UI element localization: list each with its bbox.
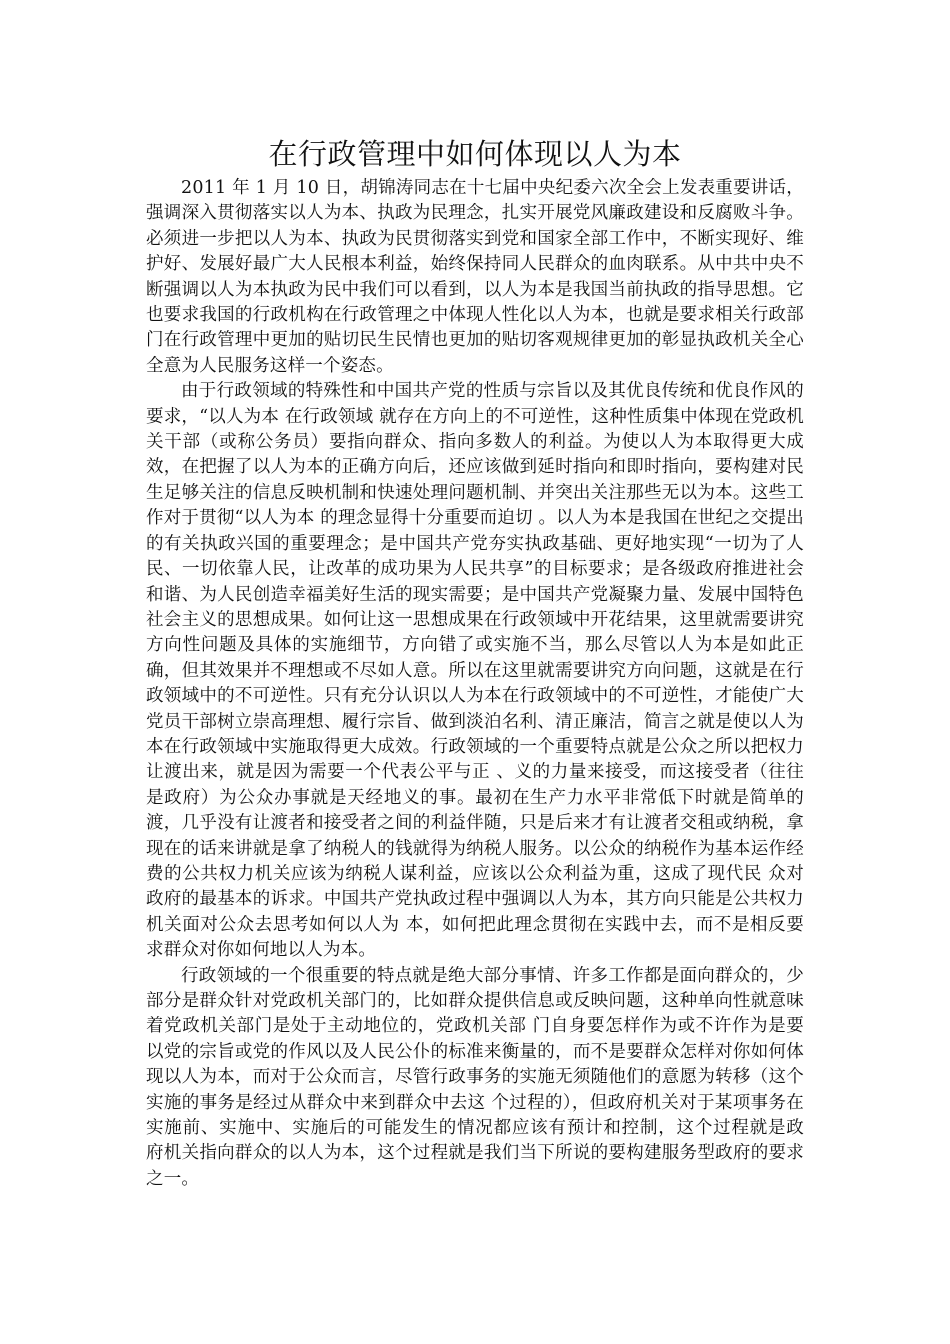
document-title: 在行政管理中如何体现以人为本 — [268, 137, 682, 171]
paragraph-2: 由于行政领域的特殊性和中国共产党的性质与宗旨以及其优良传统和优良作风的要求，“以人为本 在行政领域 就存在方向上的不可逆性，这种性质集中体现在党政机关干部（或称公务员）要指向群众、指向多数人的利益。为使以人为本取得更大成效，在把握了以人为本的正确方向后，还应该做到延时指向和即时指向，要构建对民生足够关注的信息反映机制和快速处理问题机制、并突出关注那些无以为本。这些工作对于贯彻“以人为本 的理念显得十分重要而迫切 。以人为本是我国在世纪之交提出的有关执政兴国的重要理念；是中国共产党夯实执政基础、更好地实现“一切为了人民、一切依靠人民，让改革的成功果为人民共享”的目标要求；是各级政府推进社会和谐、为人民创造幸福美好生活的现实需要；是中国共产党凝聚力量、发展中国特色社会主义的思想成果。如何让这一思想成果在行政领域中开花结果，这里就需要讲究方向性问题及具体的实施细节，方向错了或实施不当，那么尽管以人为本是如此正确，但其效果并不理想或不尽如人意。所以在这里就需要讲究方向问题，这就是在行政领域中的不可逆性。只有充分认识以人为本在行政领域中的不可逆性，才能使广大党员干部树立崇高理想、履行宗旨、做到淡泊名利、清正廉洁，简言之就是使以人为本在行政领域中实施取得更大成效。行政领域的一个重要特点就是公众之所以把权力让渡出来，就是因为需要一个代表公平与正 、义的力量来接受，而这接受者（往往是政府）为公众办事就是天经地义的事。最初在生产力水平非常低下时就是简单的 渡，几乎没有让渡者和接受者之间的利益伴随，只是后来才有让渡者交租或纳税，拿现在的话来讲就是拿了纳税人的钱就得为纳税人服务。以公众的纳税作为基本运作经费的公共权力机关应该为纳税人谋利益，应该以公众利益为重，这成了现代民 众对政府的最基本的诉求。中国共产党执政过程中强调以人为本，其方向只能是公共权力机关面对公众去思考如何以人为 本，如何把此理念贯彻在实践中去，而不是相反要求群众对你如何地以人为本。 — [146, 381, 804, 961]
paragraph-3: 行政领域的一个很重要的特点就是绝大部分事情、许多工作都是面向群众的，少部分是群众针对党政机关部门的，比如群众提供信息或反映问题，这种单向性就意味着党政机关部门是处于主动地位的，党政机关部 门自身要怎样作为或不许作为是要以党的宗旨或党的作风以及人民公仆的标准来衡量的，而不是要群众怎样对你如何体现以人为本，而对于公众而言，尽管行政事务的实施无须随他们的意愿为转移（这个实施的事务是经过从群众中来到群众中去这 个过程的），但政府机关对于某项事务在实施前、实施中、实施后的可能发生的情况都应该有预计和控制，这个过程就是政 府机关指向群众的以人为本，这个过程就是我们当下所说的要构建服务型政府的要求之一。 — [146, 965, 804, 1189]
paragraph-1: 2011 年 1 月 10 日，胡锦涛同志在十七届中央纪委六次全会上发表重要讲话，强调深入贯彻落实以人为本、执政为民理念，扎实开展党风廉政建设和反腐败斗争。必须进一步把以人为本、执政为民贯彻落实到党和国家全部工作中，不断实现好、维护好、发展好最广大人民根本利益，始终保持同人民群众的血肉联系。从中共中央不断强调以人为本执政为民中我们可以看到，以人为本是我国当前执政的指导思想。它也要求我国的行政机构在行政管理之中体现人性化以人为本，也就是要求相关行政部门在行政管理中更加的贴切民生民情也更加的贴切客观规律更加的彰显执政机关全心全意为人民服务这样一个姿态。 — [146, 178, 804, 376]
document-body — [146, 176, 804, 1192]
